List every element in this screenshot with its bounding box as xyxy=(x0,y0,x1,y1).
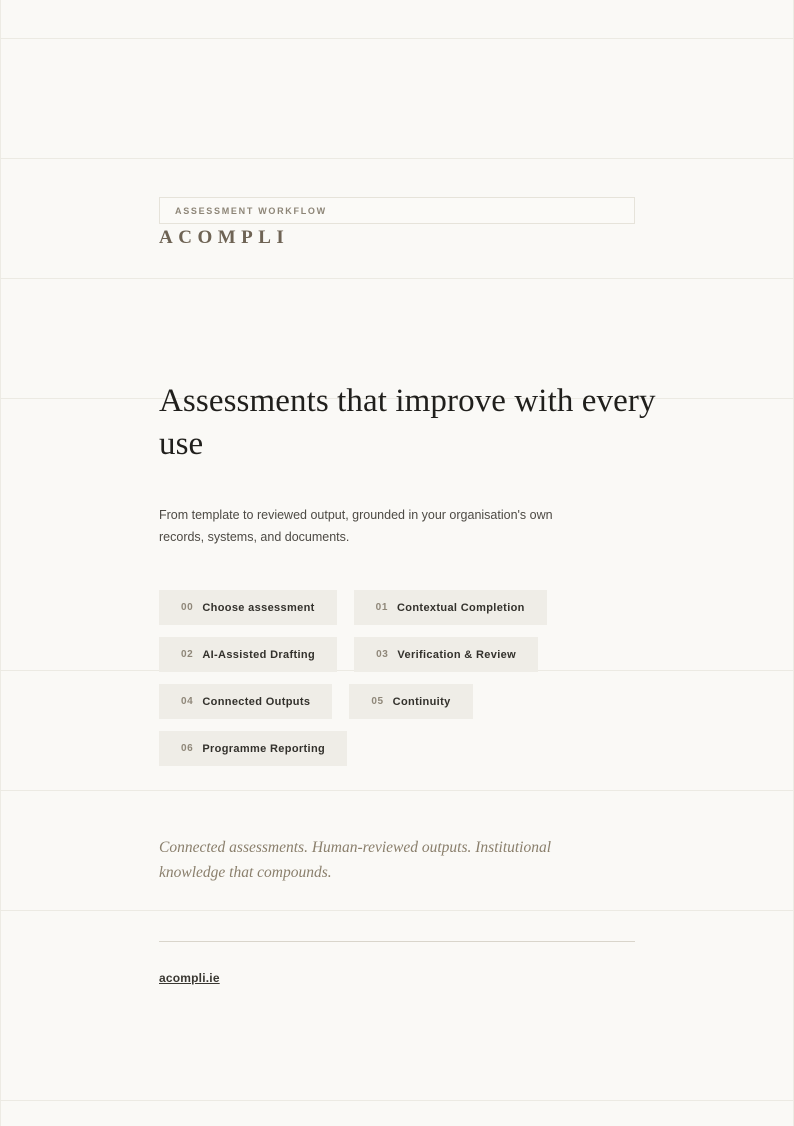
pull-quote: Connected assessments. Human-reviewed outputs. Institutional knowledge that compounds. xyxy=(159,838,552,881)
page-title: Assessments that improve with every use xyxy=(159,383,656,463)
step-label: Verification & Review xyxy=(397,648,517,661)
step-number: 00 xyxy=(181,602,194,613)
step-label: Choose assessment xyxy=(202,601,315,614)
eyebrow-banner xyxy=(159,197,635,224)
grid-rule-1 xyxy=(0,38,794,39)
workflow-steps xyxy=(159,590,659,778)
step-chip-04[interactable] xyxy=(159,684,332,719)
step-chip-03[interactable] xyxy=(354,637,538,672)
brand-wordmark: ACOMPLI xyxy=(159,227,290,248)
step-number: 06 xyxy=(181,743,194,754)
step-number: 02 xyxy=(181,649,194,660)
grid-rule-8 xyxy=(0,1100,794,1101)
footer-divider xyxy=(159,941,635,942)
page-subtitle: From template to reviewed output, grounded in your organisation's own records, systems, and documents. xyxy=(159,507,553,544)
left-edge-rule xyxy=(0,0,1,1126)
grid-rule-7 xyxy=(0,910,794,911)
step-chip-01[interactable] xyxy=(354,590,547,625)
step-label: AI-Assisted Drafting xyxy=(202,648,316,661)
step-number: 01 xyxy=(375,602,388,613)
step-label: Programme Reporting xyxy=(202,742,326,755)
grid-rule-6 xyxy=(0,790,794,791)
step-number: 05 xyxy=(371,696,384,707)
step-chip-02[interactable] xyxy=(159,637,337,672)
step-row xyxy=(159,590,659,625)
step-label: Connected Outputs xyxy=(202,695,311,708)
grid-rule-2 xyxy=(0,158,794,159)
step-chip-00[interactable] xyxy=(159,590,337,625)
step-row xyxy=(159,684,659,719)
step-number: 04 xyxy=(181,696,194,707)
step-number: 03 xyxy=(376,649,389,660)
step-chip-06[interactable] xyxy=(159,731,347,766)
step-row xyxy=(159,637,659,672)
footer-site-link[interactable]: acompli.ie xyxy=(159,971,220,985)
step-label: Continuity xyxy=(392,695,451,708)
step-row xyxy=(159,731,659,766)
grid-rule-3 xyxy=(0,278,794,279)
eyebrow-label: ASSESSMENT WORKFLOW xyxy=(175,205,327,216)
step-chip-05[interactable] xyxy=(349,684,472,719)
step-label: Contextual Completion xyxy=(397,601,525,614)
